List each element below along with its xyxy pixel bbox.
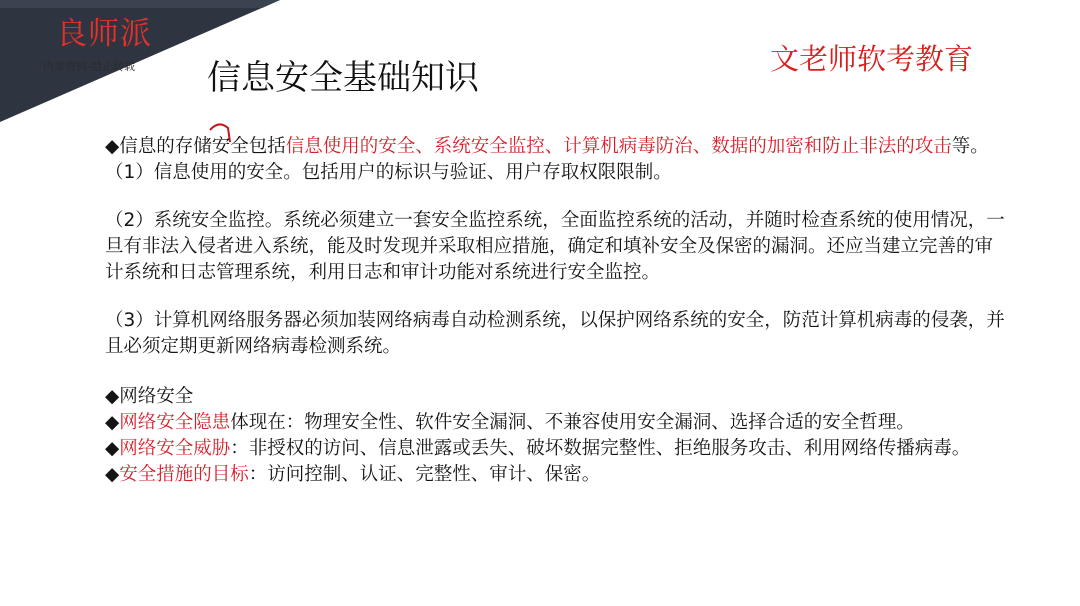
threats-text: ：非授权的访问、信息泄露或丢失、破坏数据完整性、拒绝服务攻击、利用网络传播病毒。 (230, 438, 971, 459)
point-1: （1）信息使用的安全。包括用户的标识与验证、用户存取权限限制。 (105, 162, 672, 183)
network-heading: ◆网络安全 (105, 386, 194, 407)
goals-text: ：访问控制、认证、完整性、审计、保密。 (248, 464, 601, 485)
point-2: （2）系统安全监控。系统必须建立一套安全监控系统，全面监控系统的活动，并随时检查系统的使用情况，一旦有非法入侵者进入系统，能及时发现并采取相应措施，确定和填补安全及保密的漏洞。还应当建立完善的审计系统和日志管理系统，利用日志和审计功能对系统进行安全监控。 (105, 210, 1005, 283)
hazards-text: 体现在：物理安全性、软件安全漏洞、不兼容使用安全漏洞、选择合适的安全哲理。 (230, 412, 915, 433)
page-title: 信息安全基础知识 (207, 58, 479, 98)
bullet: ◆ (105, 438, 120, 459)
network-hazards (105, 410, 1005, 436)
network-threats (105, 436, 1005, 462)
goals-label: 安全措施的目标 (119, 464, 249, 485)
security-goals (105, 462, 1005, 488)
point-3: （3）计算机网络服务器必须加装网络病毒自动检测系统，以保护网络系统的安全，防范计算机病毒的侵袭，并且必须定期更新网络病毒检测系统。 (105, 310, 1005, 357)
logo-text: 良师派 (56, 16, 152, 52)
hazards-label: 网络安全隐患 (119, 412, 231, 433)
storage-paragraph (105, 134, 1005, 160)
storage-tail: 等。 (951, 136, 989, 157)
slide-content (105, 134, 1005, 488)
bullet: ◆ (105, 136, 120, 157)
bullet: ◆ (105, 412, 120, 433)
storage-highlight: 信息使用的安全、系统安全监控、计算机病毒防治、数据的加密和防止非法的攻击 (285, 136, 952, 157)
threats-label: 网络安全威胁 (119, 438, 231, 459)
logo-subtitle: 内部资料-禁止转载 (43, 60, 135, 73)
bullet: ◆ (105, 464, 120, 485)
storage-lead: 信息的存储安全包括 (119, 136, 286, 157)
brand-name: 文老师软考教育 (770, 42, 974, 76)
